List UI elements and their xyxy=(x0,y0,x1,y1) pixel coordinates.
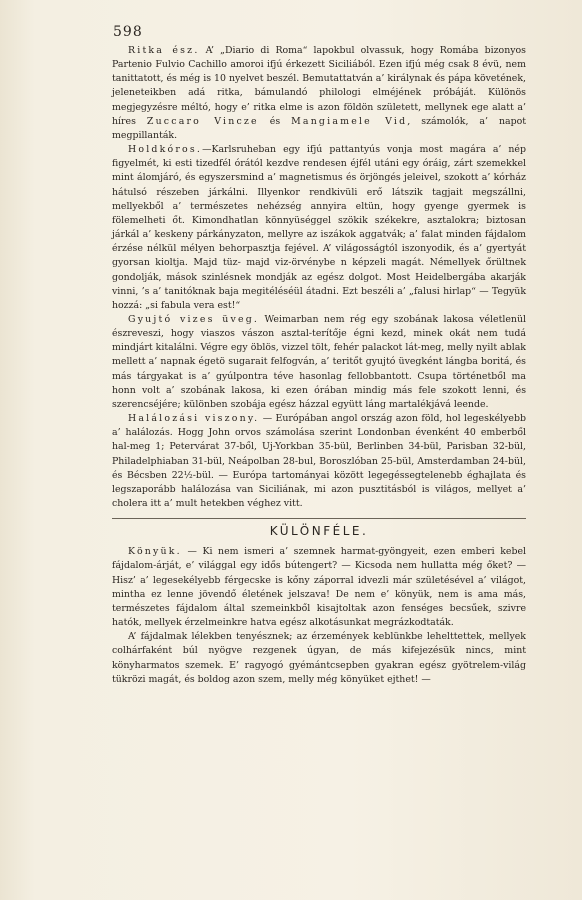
page-number: 598 xyxy=(113,24,143,40)
paragraph-heading: Halálozási viszony. xyxy=(128,413,260,425)
paragraph-text: A’ fájdalmak lélekben tenyésznek; az érzemények keblünkbe lehelttettek, mellyek colhárfaként búl nyögve rezgenek úgyan, de más kifejezésük nincs, mint könyharmatos szemek. E’ ragyogó gyémántcsepben gyakran egész gyötrelem-világ tükrözi magát, és boldog azon szem, melly még könyüket ejthet! — xyxy=(112,631,526,685)
books-article xyxy=(112,545,526,687)
news-paragraph xyxy=(112,44,526,143)
name-spaced: Zuccaro Vincze xyxy=(146,115,259,127)
name-spaced: Mangiamele Vid xyxy=(291,115,408,127)
news-paragraph xyxy=(112,313,526,412)
paragraph-heading: Gyujtó vizes üveg. xyxy=(128,313,260,325)
news-paragraph xyxy=(112,412,526,511)
news-items xyxy=(112,44,526,511)
paragraph-heading: Holdkóros. xyxy=(128,144,203,156)
paragraph-text: és xyxy=(258,115,292,127)
paragraph-text: —Karlsruheban egy ifjú pattantyús vonja most magára a’ nép figyelmét, ki esti tizedfél órától kezdve rendesen éjfél utáni egy óráig, zárt szemekkel mint álomjáró, és egyszersmind a’ magnetismus és örjöngés jeleivel, szokott a’ kórház hátulsó részeben járkálni. Illyenkor rendkivüli erő látszik tagjait megszállni, mellyekből a’ természetes nehézség annyira eltün, hogy gyenge gyermek is fölemelheti őt. Kimondhatlan könnyüséggel szökik székekre, asztalokra; biztosan járkál a’ keskeny párkányzaton, mellyre az iszákok aggatvák; a’ falat minden fájdalom érzése nélkül mélyen behorpasztja fejével. A’ világosságtól iszonyodik, és a’ gyertyát gyorsan kioltja. Majd tüz- majd viz-örvénybe n képzeli magát. Némellyek őrültnek gondolják, mások szinlésnek mondják az egész dolgot. Most Heidelbergába akarják vinni, ’s a’ tanitóknak baja megitéléséül átadni. Ezt beszéli a’ „falusi hirlap“ — Tegyük hozzá: „si fabula vera est!“ xyxy=(112,144,526,311)
paragraph-text: — Ki nem ismeri a’ szemnek harmat-gyöngyeit, ezen emberi kebel fájdalom-árját, e’ világgal egy idős bútengert? — Kicsoda nem hullatta még őket? — Hisz’ a’ legesekélyebb férgecske is kőny záporral idvezli már születésével a’ világot, mintha ez lenne jövendő életének jelszava! De nem e’ könyük, nem is ama más, természetes fájdalom által szemeinkből kisajtoltak azon fenséges becsűek, szivre hatók, mellyek érzelmeinkre hatva egész alkotásunkat megrázkodtaták. xyxy=(112,546,526,629)
paragraph-text: — Európában angol ország azon föld, hol legeskélyebb a’ halálozás. Hogg John orvos számolása szerint Londonban évenként 40 emberből hal-meg 1; Petervárat 37-ből, Uj-Yorkban 35-bül, Berlinben 34-bül, Parisban 32-bül, Philadelphiaban 31-bül, Neápolban 28-bul, Boroszlóban 25-bül, Amsterdamban 24-bül, és Bécsben 22½-bül. — Európa tartományai között legegéssegtelenebb éghajlata és legszaporább halálozása van Siciliának, mi azon pusztitásból is világos, mellyet a’ cholera itt a’ mult hetekben véghez vitt. xyxy=(112,413,526,509)
paragraph-text: Weimarban nem rég egy szobának lakosa véletlenül észreveszi, hogy viaszos vászon asztal-terítője égni kezd, minek okát nem tudá mindjárt kitalálni. Végre egy öblös, vizzel tölt, fehér palackot lát-meg, melly nyilt ablak mellett a’ napnak égetö sugarait felfogván, a’ teritőt gyujtó üvegként lángba boritá, és más tárgyakat is a’ gyúlpontra téve hasonlag fellobbantott. Csupa történetből ma honn volt a’ szobának lakosa, ki ezen órában mindig más fele szokott lenni, és szerencséjére; különben szobája egész házzal együtt láng martalékjává leende. xyxy=(112,313,526,410)
books-paragraph xyxy=(112,630,526,687)
paragraph-heading: Könyük. xyxy=(128,546,182,558)
news-paragraph xyxy=(112,143,526,313)
paragraph-heading: Ritka ész. xyxy=(128,45,200,56)
paragraph-text: A’ „Diario di Roma“ lapokbul olvassuk, hogy Romába bizonyos Partenio Fulvio Cachillo amoroi ifjú érkezett Siciliából. Ezen ifjú még csak 8 évü, nem tanittatott, és még is 10 nyelvet beszél. Bemutattatván a’ királynak és pápa követének, jeleneteikben adá ritka, bámulandó philologi elméjének próbáját. Különös megjegyzésre méltó, hogy e’ ritka elme is azon földön született, mellynek ege alatt a’ híres xyxy=(112,45,526,127)
books-paragraph xyxy=(112,545,526,630)
text-column xyxy=(112,44,526,687)
section-title: KÜLÖNFÉLE. xyxy=(112,524,526,538)
paragraph-text: , számolók, a’ napot megpillanták. xyxy=(112,115,526,141)
